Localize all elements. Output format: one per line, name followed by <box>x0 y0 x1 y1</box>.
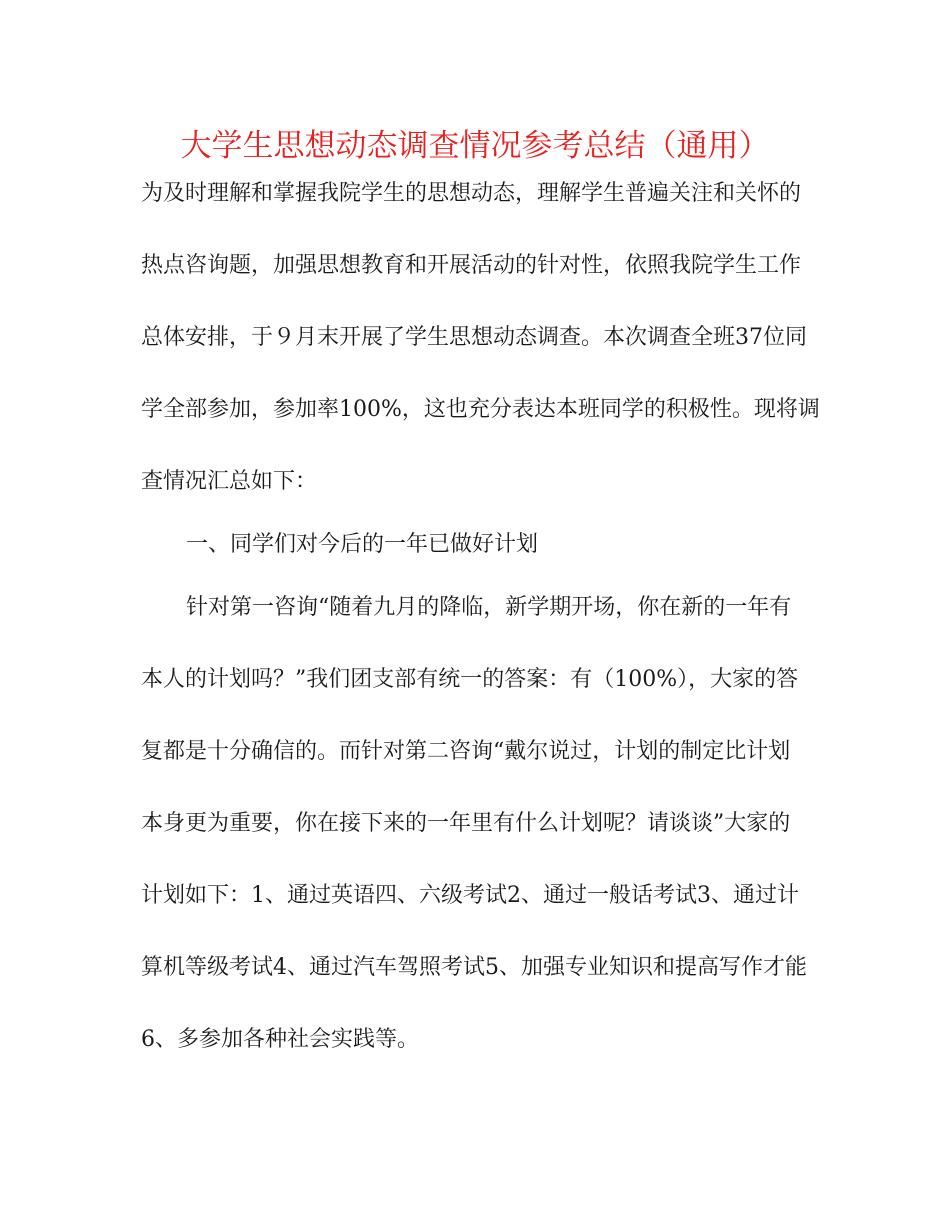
paragraph-line: 针对第一咨询“随着九月的降临，新学期开场，你在新的一年有 <box>186 595 792 620</box>
paragraph-line: 总体安排，于９月末开展了学生思想动态调查。本次调查全班37位同 <box>141 325 807 350</box>
paragraph-line: 为及时理解和掌握我院学生的思想动态，理解学生普遍关注和关怀的 <box>141 181 802 206</box>
paragraph-line: 6、多参加各种社会实践等。 <box>141 1027 419 1052</box>
paragraph-line: 本身更为重要，你在接下来的一年里有什么计划呢？请谈谈”大家的 <box>141 811 791 836</box>
section-heading: 一、同学们对今后的一年已做好计划 <box>186 532 539 557</box>
document-title: 大学生思想动态调查情况参考总结（通用） <box>180 128 770 164</box>
paragraph-line: 学全部参加，参加率100%，这也充分表达本班同学的积极性。现将调 <box>141 397 820 422</box>
paragraph-line: 复都是十分确信的。而针对第二咨询“戴尔说过，计划的制定比计划 <box>141 739 791 764</box>
paragraph-line: 计划如下：1、通过英语四、六级考试2、通过一般话考试3、通过计 <box>141 883 799 908</box>
paragraph-line: 查情况汇总如下： <box>141 469 318 494</box>
paragraph-line: 热点咨询题，加强思想教育和开展活动的针对性，依照我院学生工作 <box>141 253 802 278</box>
paragraph-line: 本人的计划吗？”我们团支部有统一的答案：有（100%），大家的答 <box>141 667 799 692</box>
paragraph-line: 算机等级考试4、通过汽车驾照考试5、加强专业知识和提高写作才能 <box>141 955 807 980</box>
